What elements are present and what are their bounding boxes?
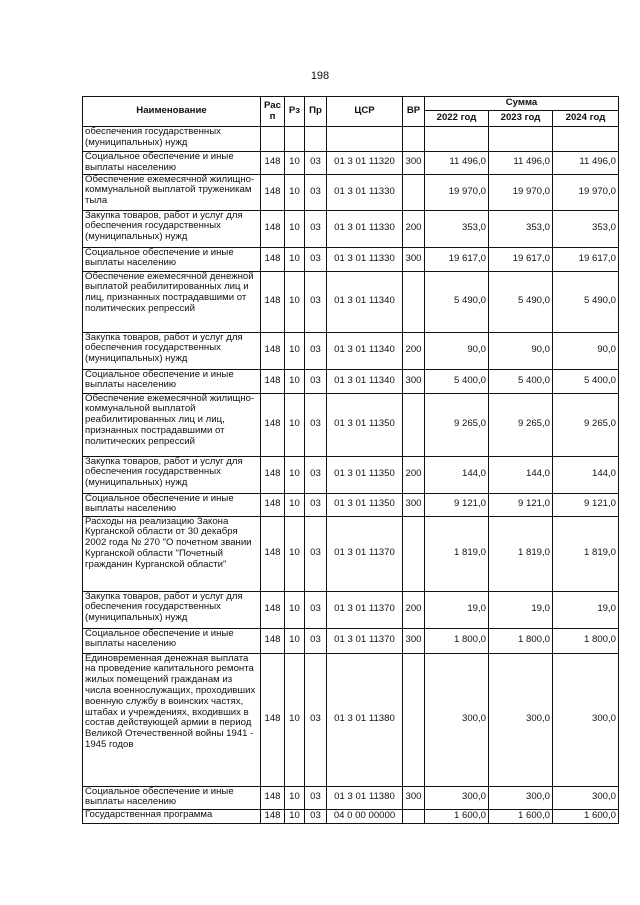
table-row	[83, 332, 619, 369]
rasp-cell	[261, 127, 285, 152]
amount-2023-cell: 1 600,0	[489, 809, 553, 823]
csr-cell: 01 3 01 11340	[327, 369, 403, 393]
rasp-cell: 148	[261, 393, 285, 456]
amount-2024-cell: 9 265,0	[553, 393, 619, 456]
header-2023: 2023 год	[489, 111, 553, 127]
csr-cell: 01 3 01 11340	[327, 271, 403, 332]
vr-cell: 300	[403, 369, 425, 393]
amount-2022-cell: 19,0	[425, 591, 489, 628]
vr-cell: 300	[403, 493, 425, 516]
rasp-cell: 148	[261, 516, 285, 591]
pr-cell: 03	[305, 456, 327, 493]
rz-cell: 10	[285, 332, 305, 369]
amount-2024-cell: 144,0	[553, 456, 619, 493]
vr-cell	[403, 393, 425, 456]
rasp-cell: 148	[261, 456, 285, 493]
name-cell: Социальное обеспечение и иные выплаты населению	[83, 369, 261, 393]
rz-cell: 10	[285, 393, 305, 456]
pr-cell: 03	[305, 152, 327, 175]
csr-cell: 01 3 01 11370	[327, 516, 403, 591]
name-cell: обеспечения государственных (муниципальных) нужд	[83, 127, 261, 152]
amount-2022-cell: 9 121,0	[425, 493, 489, 516]
rz-cell: 10	[285, 653, 305, 786]
csr-cell: 04 0 00 00000	[327, 809, 403, 823]
name-cell: Социальное обеспечение и иные выплаты населению	[83, 247, 261, 271]
table-row	[83, 628, 619, 653]
amount-2024-cell	[553, 127, 619, 152]
table-row	[83, 456, 619, 493]
name-cell: Закупка товаров, работ и услуг для обеспечения государственных (муниципальных) нужд	[83, 210, 261, 247]
amount-2023-cell: 19 970,0	[489, 174, 553, 210]
vr-cell: 300	[403, 628, 425, 653]
header-2022: 2022 год	[425, 111, 489, 127]
pr-cell: 03	[305, 210, 327, 247]
name-cell: Закупка товаров, работ и услуг для обеспечения государственных (муниципальных) нужд	[83, 591, 261, 628]
amount-2022-cell: 353,0	[425, 210, 489, 247]
rz-cell: 10	[285, 493, 305, 516]
rz-cell: 10	[285, 174, 305, 210]
amount-2022-cell: 144,0	[425, 456, 489, 493]
amount-2024-cell: 1 800,0	[553, 628, 619, 653]
amount-2024-cell: 9 121,0	[553, 493, 619, 516]
name-cell: Закупка товаров, работ и услуг для обеспечения государственных (муниципальных) нужд	[83, 332, 261, 369]
amount-2024-cell: 19,0	[553, 591, 619, 628]
pr-cell: 03	[305, 369, 327, 393]
table-row	[83, 247, 619, 271]
name-cell: Социальное обеспечение и иные выплаты населению	[83, 152, 261, 175]
vr-cell	[403, 271, 425, 332]
vr-cell	[403, 174, 425, 210]
rz-cell: 10	[285, 210, 305, 247]
pr-cell: 03	[305, 628, 327, 653]
amount-2024-cell: 19 970,0	[553, 174, 619, 210]
vr-cell: 300	[403, 786, 425, 809]
amount-2022-cell: 5 400,0	[425, 369, 489, 393]
csr-cell: 01 3 01 11340	[327, 332, 403, 369]
vr-cell	[403, 653, 425, 786]
header-vr: ВР	[403, 97, 425, 127]
amount-2023-cell: 144,0	[489, 456, 553, 493]
amount-2022-cell: 19 617,0	[425, 247, 489, 271]
rz-cell: 10	[285, 271, 305, 332]
amount-2023-cell: 1 819,0	[489, 516, 553, 591]
amount-2023-cell: 90,0	[489, 332, 553, 369]
pr-cell: 03	[305, 247, 327, 271]
csr-cell: 01 3 01 11380	[327, 786, 403, 809]
vr-cell: 200	[403, 210, 425, 247]
amount-2022-cell: 11 496,0	[425, 152, 489, 175]
rz-cell: 10	[285, 628, 305, 653]
amount-2023-cell: 19 617,0	[489, 247, 553, 271]
csr-cell: 01 3 01 11370	[327, 628, 403, 653]
header-csr: ЦСР	[327, 97, 403, 127]
header-sum: Сумма	[425, 97, 619, 111]
table-row	[83, 591, 619, 628]
amount-2022-cell: 90,0	[425, 332, 489, 369]
vr-cell: 200	[403, 456, 425, 493]
amount-2023-cell: 353,0	[489, 210, 553, 247]
rz-cell	[285, 127, 305, 152]
rz-cell: 10	[285, 247, 305, 271]
name-cell: Расходы на реализацию Закона Курганской области от 30 декабря 2002 года № 270 "О почетном звании Курганской области "Почетный гражданин Курганской области"	[83, 516, 261, 591]
table-row	[83, 493, 619, 516]
amount-2023-cell: 300,0	[489, 786, 553, 809]
csr-cell: 01 3 01 11330	[327, 247, 403, 271]
amount-2023-cell: 19,0	[489, 591, 553, 628]
table-row	[83, 516, 619, 591]
amount-2023-cell: 9 265,0	[489, 393, 553, 456]
amount-2024-cell: 11 496,0	[553, 152, 619, 175]
rasp-cell: 148	[261, 332, 285, 369]
csr-cell: 01 3 01 11330	[327, 210, 403, 247]
csr-cell: 01 3 01 11330	[327, 174, 403, 210]
amount-2023-cell: 5 490,0	[489, 271, 553, 332]
header-pr: Пр	[305, 97, 327, 127]
name-cell: Обеспечение ежемесячной жилищно-коммунальной выплатой труженикам тыла	[83, 174, 261, 210]
csr-cell: 01 3 01 11350	[327, 456, 403, 493]
rz-cell: 10	[285, 456, 305, 493]
name-cell: Обеспечение ежемесячной денежной выплатой реабилитированных лиц и лиц, признанных пострадавшими от политических репрессий	[83, 271, 261, 332]
pr-cell: 03	[305, 591, 327, 628]
name-cell: Социальное обеспечение и иные выплаты населению	[83, 628, 261, 653]
rz-cell: 10	[285, 152, 305, 175]
csr-cell: 01 3 01 11320	[327, 152, 403, 175]
rasp-cell: 148	[261, 493, 285, 516]
pr-cell: 03	[305, 332, 327, 369]
rz-cell: 10	[285, 516, 305, 591]
table-row	[83, 369, 619, 393]
header-2024: 2024 год	[553, 111, 619, 127]
csr-cell: 01 3 01 11350	[327, 493, 403, 516]
name-cell: Закупка товаров, работ и услуг для обеспечения государственных (муниципальных) нужд	[83, 456, 261, 493]
amount-2024-cell: 19 617,0	[553, 247, 619, 271]
vr-cell: 300	[403, 247, 425, 271]
pr-cell: 03	[305, 393, 327, 456]
amount-2023-cell: 9 121,0	[489, 493, 553, 516]
amount-2024-cell: 5 400,0	[553, 369, 619, 393]
budget-table	[82, 96, 619, 824]
page-number: 198	[310, 70, 330, 82]
amount-2022-cell: 5 490,0	[425, 271, 489, 332]
amount-2024-cell: 5 490,0	[553, 271, 619, 332]
header-name: Наименование	[83, 97, 261, 127]
rasp-cell: 148	[261, 152, 285, 175]
table-row	[83, 393, 619, 456]
table-row	[83, 152, 619, 175]
name-cell: Обеспечение ежемесячной жилищно-коммунальной выплатой реабилитированных лиц и лиц, признанных пострадавшими от политических репрессий	[83, 393, 261, 456]
header-rasp: Рас п	[261, 97, 285, 127]
rasp-cell: 148	[261, 591, 285, 628]
pr-cell: 03	[305, 786, 327, 809]
header-rz: Рз	[285, 97, 305, 127]
pr-cell: 03	[305, 653, 327, 786]
pr-cell: 03	[305, 809, 327, 823]
pr-cell: 03	[305, 516, 327, 591]
amount-2023-cell: 1 800,0	[489, 628, 553, 653]
amount-2022-cell: 1 600,0	[425, 809, 489, 823]
table-row	[83, 271, 619, 332]
amount-2024-cell: 300,0	[553, 786, 619, 809]
amount-2023-cell: 300,0	[489, 653, 553, 786]
rasp-cell: 148	[261, 174, 285, 210]
rasp-cell: 148	[261, 210, 285, 247]
table-row	[83, 210, 619, 247]
vr-cell: 200	[403, 332, 425, 369]
rasp-cell: 148	[261, 653, 285, 786]
name-cell: Социальное обеспечение и иные выплаты населению	[83, 493, 261, 516]
rasp-cell: 148	[261, 786, 285, 809]
table-row	[83, 127, 619, 152]
amount-2023-cell: 11 496,0	[489, 152, 553, 175]
pr-cell: 03	[305, 493, 327, 516]
table-row	[83, 786, 619, 809]
amount-2022-cell: 1 819,0	[425, 516, 489, 591]
rasp-cell: 148	[261, 628, 285, 653]
amount-2022-cell: 19 970,0	[425, 174, 489, 210]
csr-cell: 01 3 01 11350	[327, 393, 403, 456]
amount-2022-cell	[425, 127, 489, 152]
table-row	[83, 809, 619, 823]
rz-cell: 10	[285, 369, 305, 393]
amount-2022-cell: 300,0	[425, 653, 489, 786]
rz-cell: 10	[285, 591, 305, 628]
amount-2023-cell	[489, 127, 553, 152]
vr-cell	[403, 127, 425, 152]
table-row	[83, 653, 619, 786]
vr-cell	[403, 809, 425, 823]
rasp-cell: 148	[261, 809, 285, 823]
csr-cell	[327, 127, 403, 152]
amount-2022-cell: 300,0	[425, 786, 489, 809]
vr-cell: 300	[403, 152, 425, 175]
amount-2022-cell: 9 265,0	[425, 393, 489, 456]
name-cell: Государственная программа	[83, 809, 261, 823]
amount-2024-cell: 1 819,0	[553, 516, 619, 591]
csr-cell: 01 3 01 11370	[327, 591, 403, 628]
rasp-cell: 148	[261, 369, 285, 393]
vr-cell	[403, 516, 425, 591]
amount-2022-cell: 1 800,0	[425, 628, 489, 653]
pr-cell: 03	[305, 174, 327, 210]
amount-2024-cell: 353,0	[553, 210, 619, 247]
rasp-cell: 148	[261, 271, 285, 332]
rz-cell: 10	[285, 809, 305, 823]
table-row	[83, 174, 619, 210]
vr-cell: 200	[403, 591, 425, 628]
pr-cell	[305, 127, 327, 152]
pr-cell: 03	[305, 271, 327, 332]
name-cell: Социальное обеспечение и иные выплаты населению	[83, 786, 261, 809]
table-body	[83, 127, 619, 824]
amount-2024-cell: 1 600,0	[553, 809, 619, 823]
amount-2023-cell: 5 400,0	[489, 369, 553, 393]
name-cell: Единовременная денежная выплата на проведение капитального ремонта жилых помещений гражданам из числа военнослужащих, проходивших военную службу в воинских частях, штабах и учреждениях, входивших в состав действующей армии в период Великой Отечественной войны 1941 - 1945 годов	[83, 653, 261, 786]
csr-cell: 01 3 01 11380	[327, 653, 403, 786]
amount-2024-cell: 90,0	[553, 332, 619, 369]
rz-cell: 10	[285, 786, 305, 809]
amount-2024-cell: 300,0	[553, 653, 619, 786]
rasp-cell: 148	[261, 247, 285, 271]
table-header	[83, 97, 619, 127]
